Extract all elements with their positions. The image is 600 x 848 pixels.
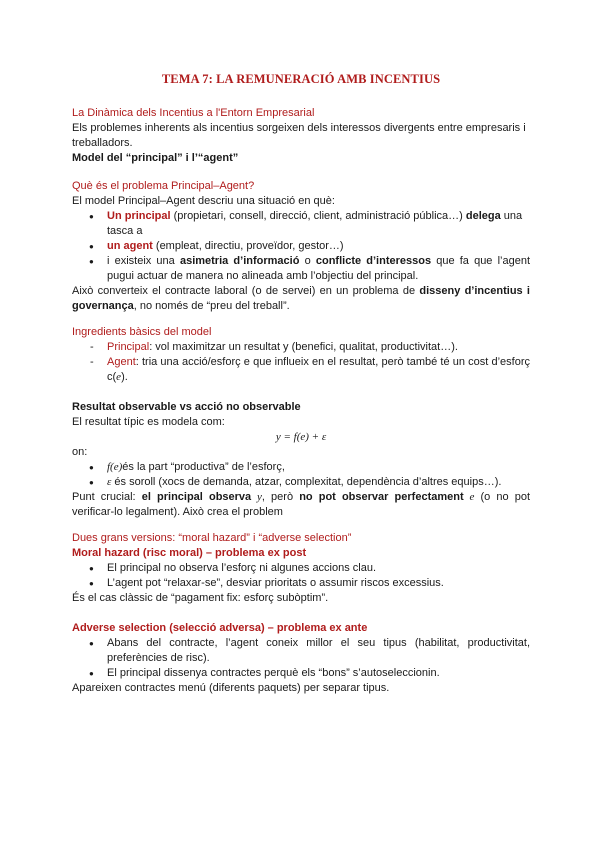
spacer [72,606,530,621]
math-y: y [251,491,262,503]
list-item [72,475,530,490]
bullet-text: o [299,255,316,267]
math-epsilon: ε [107,476,112,488]
bullet-text: és la part “productiva” de l’esforç, [122,461,285,473]
agent-term: un agent [107,240,153,252]
pa-bullets [72,209,530,284]
bullet-text: (empleat, directiu, proveïdor, gestor…) [152,240,344,252]
moral-hazard-bullets [72,561,530,591]
intro-text: Els problemes inherents als incentius sorgeixen dels interessos divergents entre empresaris i treballadors. [72,122,526,149]
list-item [72,209,530,239]
bold-term: no pot observar perfectament [299,491,464,503]
on-label: on: [72,446,88,458]
math-e: e [116,371,122,383]
ingredients-list [72,340,530,385]
page-title: TEMA 7: LA REMUNERACIÓ AMB INCENTIUS [161,72,441,86]
list-item: ● El principal dissenya contractes perquè els “bons” s’autoseleccionin. [72,666,530,681]
versions-heading: Dues grans versions: “moral hazard” i “adverse selection” [72,532,352,544]
para-text: Això converteix el contracte laboral (o de servei) en un problema de [72,285,420,297]
para-text: (o no pot verificar-lo legalment). Això crea el problem [72,491,531,518]
observable-bullets [72,460,530,490]
adverse-selection-bullets [72,636,530,681]
para-text: , però [261,491,300,503]
list-item [72,460,530,475]
bullet-text: que fa que l’agent pugui actuar de manera no alineada amb l’objectiu del principal. [107,255,531,282]
agent-label: Agent [107,356,136,368]
observable-heading: Resultat observable vs acció no observable [72,401,301,413]
moral-hazard-text: És el cas clàssic de “pagament fix: esforç subòptim”. [72,592,329,604]
list-item [72,254,530,284]
list-item: ● Abans del contracte, l’agent coneix millor el seu tipus (habilitat, productivitat, preferències de risc). [72,636,530,666]
list-item [72,239,530,254]
observable-text: El resultat típic es modela com: [72,416,225,428]
pa-intro: El model Principal–Agent descriu una situació en què: [72,195,335,207]
intro-heading: La Dinàmica dels Incentius a l'Entorn Empresarial [72,107,315,119]
bold-term: conflicte d’interessos [315,255,432,267]
para-text: Punt crucial: [72,491,142,503]
bullet-text: (propietari, consell, direcció, client, administració pública…) [170,210,466,222]
ingredients-heading: Ingredients bàsics del model [72,326,212,338]
crucial-paragraph [72,490,530,520]
principal-label: Principal [107,341,150,353]
observable-section [72,400,530,520]
list-item: ● L’agent pot “relaxar-se”, desviar prioritats o assumir riscos excessius. [72,576,530,591]
principal-agent-section [72,179,530,314]
delega-term: delega [465,210,501,222]
ingredients-section [72,325,530,385]
formula: y = f(e) + ε [275,431,327,443]
bold-term: asimetria d’informació [179,255,300,267]
list-item [72,355,530,385]
item-text: : vol maximitzar un resultat y (benefici, qualitat, productivitat…). [149,341,458,353]
bullet-text: una tasca a [107,210,523,237]
math-e: e [463,491,475,503]
list-item: ● El principal no observa l’esforç ni algunes accions clau. [72,561,530,576]
adverse-selection-text: Apareixen contractes menú (diferents paquets) per separar tipus. [72,682,390,694]
principal-term: Un principal [107,210,171,222]
item-text: : tria una acció/esforç e que influeix en el resultat, però també té un cost d’esforç c( [107,356,530,383]
pa-paragraph [72,284,530,314]
pa-heading: Què és el problema Principal–Agent? [72,180,255,192]
versions-section [72,531,530,696]
list-item [72,340,530,355]
adverse-selection-heading: Adverse selection (selecció adversa) – problema ex ante [72,622,368,634]
model-heading: Model del “principal” i l’“agent” [72,152,239,164]
bold-term: disseny d’incentius i governança [72,285,530,312]
bold-term: el principal observa [141,491,252,503]
intro-section [72,106,530,166]
moral-hazard-heading: Moral hazard (risc moral) – problema ex post [72,547,307,559]
math-fe: f(e) [107,461,123,473]
para-text: , no només de “preu del treball”. [133,300,290,312]
bullet-text: i existeix una [107,255,180,267]
item-text: ). [121,371,128,383]
bullet-text: és soroll (xocs de demanda, atzar, complexitat, dependència d’altres equips…). [111,476,502,488]
